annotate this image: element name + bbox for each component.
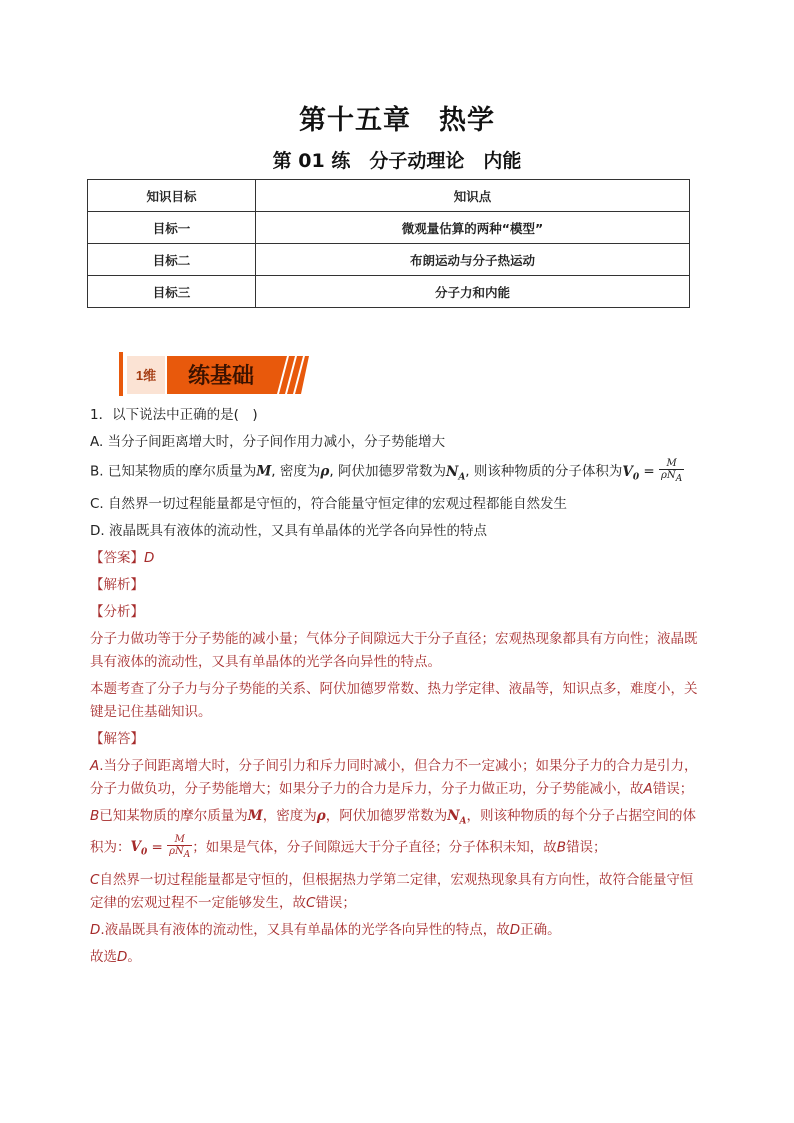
question-stem: 1．以下说法中正确的是( )	[90, 407, 258, 423]
option-a: A. 当分子间距离增大时，分子间作用力减小，分子势能增大	[90, 434, 446, 450]
section-banner	[119, 350, 309, 398]
solution-fraction: $\frac{M}{\text{ρNA}}$	[169, 833, 191, 860]
table-cell-goal: 目标一	[88, 212, 256, 244]
math-rho: ρ	[320, 463, 330, 480]
banner-left-bar	[119, 352, 123, 396]
option-b-text-2: , 密度为	[271, 463, 321, 480]
table-header-row	[88, 180, 690, 212]
table-header-point: 知识点	[256, 180, 690, 212]
answer-label: 【答案】	[90, 550, 144, 567]
fenxi-text-2: 本题考查了分子力与分子势能的关系、阿伏加德罗常数、热力学定律、液晶等，知识点多，难度小，关键是记住基础知识。	[90, 681, 698, 721]
table-row	[88, 244, 690, 276]
option-b-text-4: , 则该种物质的分子体积为	[465, 463, 623, 480]
question-content	[90, 404, 702, 973]
lesson-title: 第 01 练 分子动理论 内能	[272, 150, 522, 172]
chapter-title: 第十五章 热学	[299, 105, 495, 136]
table-row	[88, 212, 690, 244]
analysis-label: 【解析】	[90, 577, 144, 594]
solution-b: B已知某物质的摩尔质量为M，密度为ρ，阿伏加德罗常数为$N_A$，则该种物质的每个分子占据空间的体积为：$V_0$ = $\frac{M}{\text{ρNA}}$ ；如果是气体，分子间隙远大于分子直径；分子体积未知，故B错误；	[90, 808, 697, 860]
math-NA: $N_A$	[445, 463, 466, 483]
goals-table	[87, 179, 690, 308]
option-d: D. 液晶既具有液体的流动性，又具有单晶体的光学各向异性的特点	[90, 523, 487, 540]
option-b-text-3: , 阿伏加德罗常数为	[329, 463, 446, 480]
table-header-goal: 知识目标	[88, 180, 256, 212]
option-b-text-1: B. 已知某物质的摩尔质量为	[90, 463, 257, 480]
table-cell-point: 分子力和内能	[256, 276, 690, 308]
math-M: M	[256, 463, 272, 480]
table-row	[88, 276, 690, 308]
solution-c: C自然界一切过程能量都是守恒的，但根据热力学第二定律，宏观热现象具有方向性，故符合能量守恒定律的宏观过程不一定能够发生，故C错误；	[90, 872, 694, 912]
table-cell-goal: 目标二	[88, 244, 256, 276]
option-b	[90, 458, 702, 489]
math-fraction: $\frac{M}{\text{ρNA}}$	[661, 458, 683, 484]
fenxi-label: 【分析】	[90, 604, 144, 621]
option-c: C. 自然界一切过程能量都是守恒的，符合能量守恒定律的宏观过程都能自然发生	[90, 496, 568, 513]
solution-a: A.当分子间距离增大时，分子间引力和斥力同时减小，但合力不一定减小；如果分子力的合力是引力，分子力做负功，分子势能增大；如果分子力的合力是斥力，分子力做正功，分子势能减小，故A错误；	[90, 758, 698, 798]
final-choice: 故选D。	[90, 949, 141, 966]
banner-badge-text: 1维	[135, 368, 157, 383]
fenxi-text-1: 分子力做功等于分子势能的减小量；气体分子间隙远大于分子直径；宏观热现象都具有方向性；液晶既具有液体的流动性，又具有单晶体的光学各向异性的特点。	[90, 631, 698, 671]
math-equals: =	[639, 463, 660, 480]
table-cell-goal: 目标三	[88, 276, 256, 308]
banner-label-text: 练基础	[187, 364, 255, 389]
table-cell-point: 布朗运动与分子热运动	[256, 244, 690, 276]
answer-value: D	[144, 550, 155, 567]
solution-d: D.液晶既具有液体的流动性，又具有单晶体的光学各向异性的特点，故D正确。	[90, 922, 561, 939]
answer-line	[90, 547, 702, 570]
table-cell-point: 微观量估算的两种“模型”	[256, 212, 690, 244]
jieda-label: 【解答】	[90, 731, 144, 748]
math-V0: $V_0$	[622, 463, 640, 483]
